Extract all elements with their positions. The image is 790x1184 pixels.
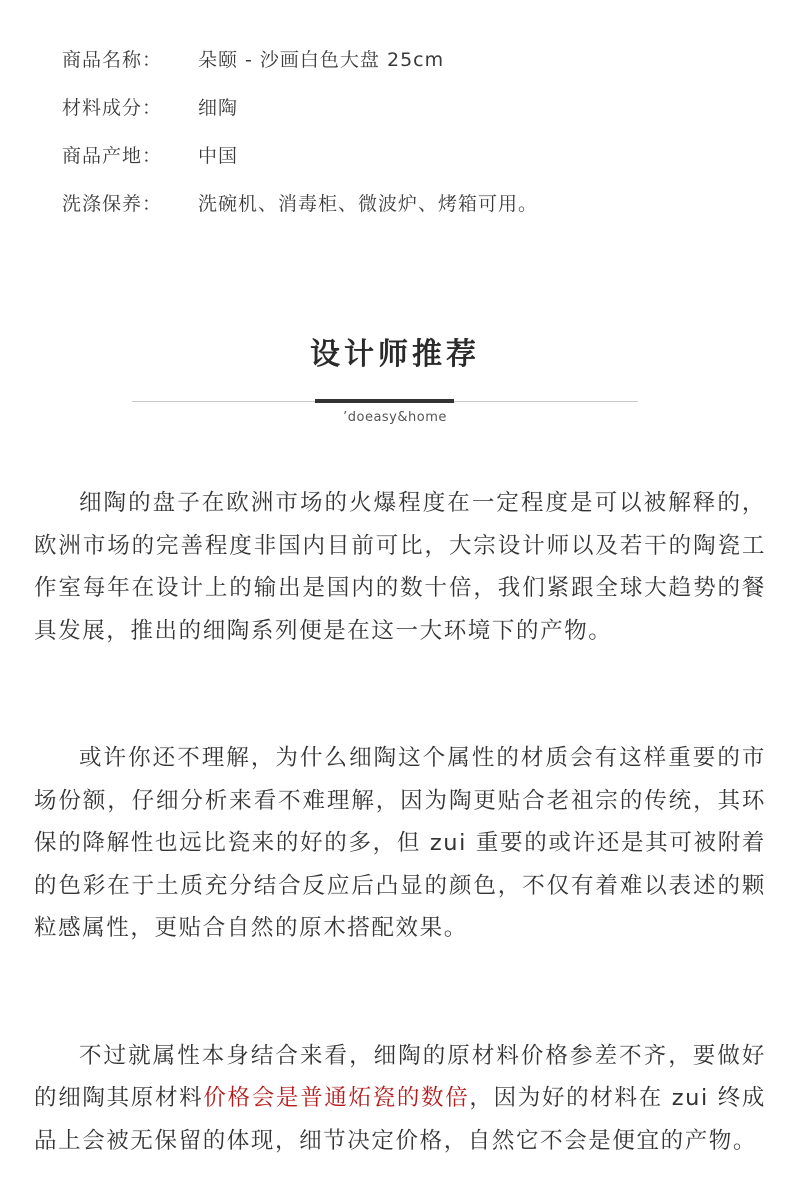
spec-label: 洗涤保养：: [62, 192, 163, 215]
spec-row-material: [62, 82, 742, 130]
spec-row-name: [62, 34, 742, 82]
spec-value: 细陶: [198, 96, 239, 119]
title-divider-accent: [315, 399, 454, 403]
spec-row-care: [62, 178, 742, 226]
article-paragraph-3: [34, 1035, 766, 1163]
spec-label: 商品产地：: [62, 144, 163, 167]
highlighted-text: 价格会是普通炻瓷的数倍: [203, 1085, 470, 1111]
spec-value: 中国: [198, 144, 239, 167]
paragraph-text: 不过就属性本身结合来看，细陶的原材料价格参差不齐，要做好的细陶其原材料: [34, 1042, 766, 1111]
product-spec-table: [62, 34, 742, 226]
article-paragraph-2: 或许你还不理解，为什么细陶这个属性的材质会有这样重要的市场份额，仔细分析来看不难理解，因为陶更贴合老祖宗的传统，其环保的降解性也远比瓷来的好的多，但 zui 重要的或许还是其可被附着的色彩在于土质充分结合反应后凸显的颜色，不仅有着难以表述的颗粒感属性，更贴合自然的原木搭配效果。: [34, 745, 766, 941]
article-body: [34, 482, 766, 1162]
spec-label: 商品名称：: [62, 48, 163, 71]
section-title: 设计师推荐: [310, 337, 480, 372]
spec-value: 朵颐 - 沙画白色大盘 25cm: [198, 48, 445, 71]
spec-label: 材料成分：: [62, 96, 163, 119]
brand-tag: ’doeasy&home: [343, 410, 447, 425]
paragraph-text: ，因为好的材料在 zui 终成品上会被无保留的体现，细节决定价格，自然它不会是便宜的产物。: [34, 1085, 766, 1154]
spec-value: 洗碗机、消毒柜、微波炉、烤箱可用。: [198, 192, 539, 215]
spec-row-origin: [62, 130, 742, 178]
article-paragraph-1: 细陶的盘子在欧洲市场的火爆程度在一定程度是可以被解释的，欧洲市场的完善程度非国内目前可比，大宗设计师以及若干的陶瓷工作室每年在设计上的输出是国内的数十倍，我们紧跟全球大趋势的餐具发展，推出的细陶系列便是在这一大环境下的产物。: [34, 490, 766, 644]
